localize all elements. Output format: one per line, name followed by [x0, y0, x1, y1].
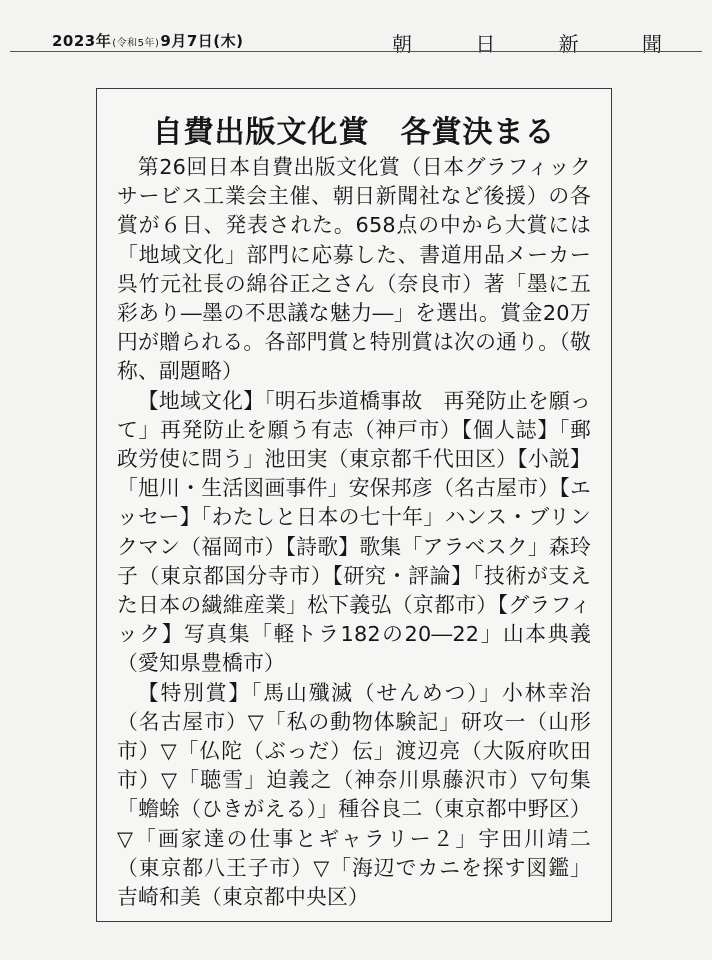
article-paragraph-intro: 第26回日本自費出版文化賞（日本グラフィックサービス工業会主催、朝日新聞社など後援）の各賞が６日、発表された。658点の中から大賞には「地域文化」部門に応募した、書道用品メーカー呉竹元社長の綿谷正之さん（奈良市）著「墨に五彩あり―墨の不思議な魅力―」を選出。賞金20万円が贈られる。各部門賞と特別賞は次の通り。（敬称、副題略） — [117, 155, 591, 384]
issue-date — [52, 30, 244, 51]
issue-weekday: (木) — [213, 32, 244, 50]
issue-month-day: 9月7日 — [160, 32, 214, 50]
article-headline: 自費出版文化賞 各賞決まる — [152, 115, 556, 150]
masthead — [0, 0, 712, 56]
article-paragraph-category-awards: 【地域文化】「明石歩道橋事故 再発防止を願って」再発防止を願う有志（神戸市）【個人誌】「郵政労使に問う」池田実（東京都千代田区）【小説】「旭川・生活図画事件」安保邦彦（名古屋市）【エッセー】「わたしと日本の七十年」ハンス・ブリンクマン（福岡市）【詩歌】歌集「アラベスク」森玲子（東京都国分寺市）【研究・評論】「技術が支えた日本の繊維産業」松下義弘（京都市）【グラフィック】写真集「軽トラ182の20―22」山本典義（愛知県豊橋市） — [117, 388, 591, 676]
newspaper-name-char: 新 — [558, 32, 579, 56]
article-paragraph-special-awards: 【特別賞】「馬山殲滅（せんめつ）」小林幸治（名古屋市）▽「私の動物体験記」研攻一（山形市）▽「仏陀（ぶっだ）伝」渡辺亮（大阪府吹田市）▽「聴雪」迫義之（神奈川県藤沢市）▽句集「蟾蜍（ひきがえる）」種谷良二（東京都中野区）▽「画家達の仕事とギャラリー２」宇田川靖二（東京都八王子市）▽「海辺でカニを探す図鑑」吉崎和美（東京都中央区） — [117, 680, 591, 910]
issue-year: 2023年 — [52, 32, 112, 50]
newspaper-name-char: 朝 — [392, 32, 412, 56]
masthead-rule — [10, 51, 702, 52]
article-body — [117, 153, 591, 912]
issue-era: (令和5年) — [112, 38, 160, 49]
article-box — [96, 88, 612, 922]
newspaper-name-char: 聞 — [641, 32, 662, 56]
newspaper-name — [392, 28, 662, 57]
newspaper-name-char: 日 — [475, 32, 496, 56]
